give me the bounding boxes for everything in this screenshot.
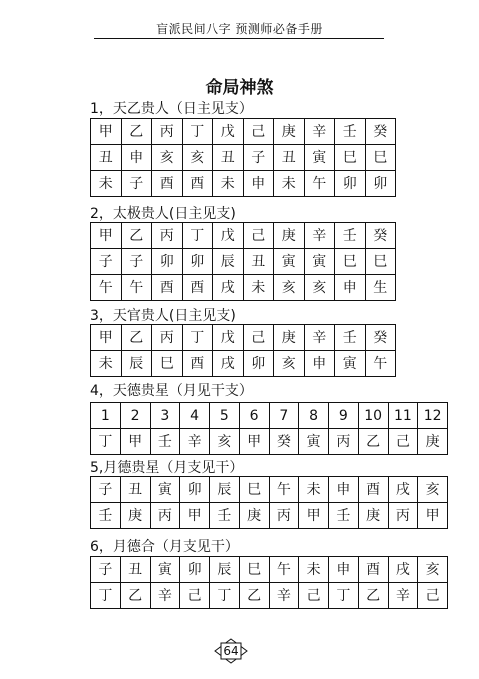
table-cell: 丑 (243, 249, 274, 275)
table-cell: 乙 (358, 583, 388, 609)
table-cell: 未 (91, 351, 122, 377)
table-cell: 卯 (152, 249, 183, 275)
section-table (90, 402, 448, 455)
table-cell: 丙 (152, 223, 183, 249)
table-row (91, 503, 448, 529)
table-cell: 寅 (299, 429, 329, 455)
table-cell: 亥 (304, 275, 335, 301)
table-cell: 未 (299, 477, 329, 503)
section-title: 3，天官贵人(日主见支) (90, 308, 236, 324)
table-cell: 巳 (152, 351, 183, 377)
table-cell: 丑 (274, 145, 305, 171)
table-cell: 酉 (358, 477, 388, 503)
table-cell: 午 (269, 477, 299, 503)
table-cell: 丁 (91, 583, 121, 609)
table-cell: 己 (243, 119, 274, 145)
section-title: 4，天德贵星（月见干支） (90, 383, 253, 399)
page-number: 64 (223, 644, 239, 658)
table-cell: 甲 (299, 503, 329, 529)
page-number-badge (214, 638, 248, 664)
table-cell: 巳 (365, 249, 396, 275)
table-cell: 甲 (91, 223, 122, 249)
table-cell: 丙 (152, 119, 183, 145)
table-cell: 辰 (121, 351, 152, 377)
table-cell: 子 (121, 171, 152, 197)
table-row (91, 557, 448, 583)
table-cell: 未 (213, 171, 244, 197)
table-cell: 丙 (329, 429, 359, 455)
table-cell: 甲 (180, 503, 210, 529)
table-cell: 辛 (304, 119, 335, 145)
table-cell: 戌 (388, 477, 418, 503)
table-cell: 己 (243, 325, 274, 351)
table-cell: 丑 (213, 145, 244, 171)
table-cell: 申 (243, 171, 274, 197)
table-cell: 未 (299, 557, 329, 583)
table-cell: 亥 (418, 477, 448, 503)
section-title: 5,月德贵星（月支见干） (90, 460, 244, 476)
table-cell: 卯 (335, 171, 366, 197)
table-row (91, 275, 396, 301)
table-cell: 午 (304, 171, 335, 197)
header-rule (94, 38, 384, 39)
table-cell: 寅 (150, 557, 180, 583)
table-cell: 申 (329, 477, 359, 503)
table-cell: 亥 (274, 275, 305, 301)
table-cell: 辛 (304, 223, 335, 249)
table-cell: 丑 (120, 557, 150, 583)
section-table (90, 222, 396, 301)
table-cell: 2 (120, 403, 150, 429)
table-cell: 癸 (365, 325, 396, 351)
table-cell: 庚 (274, 325, 305, 351)
table-cell: 7 (269, 403, 299, 429)
table-cell: 酉 (182, 275, 213, 301)
table-cell: 巳 (365, 145, 396, 171)
table-row (91, 119, 396, 145)
table-cell: 亥 (418, 557, 448, 583)
section-table (90, 476, 448, 529)
table-cell: 卯 (180, 477, 210, 503)
table-cell: 10 (358, 403, 388, 429)
table-cell: 丁 (329, 583, 359, 609)
table-cell: 己 (243, 223, 274, 249)
table-cell: 12 (418, 403, 448, 429)
table-cell: 壬 (335, 325, 366, 351)
table-cell: 6 (239, 403, 269, 429)
table-cell: 辰 (210, 477, 240, 503)
table-cell: 午 (121, 275, 152, 301)
table-cell: 生 (365, 275, 396, 301)
table-cell: 丙 (388, 503, 418, 529)
section-table (90, 324, 396, 377)
table-cell: 乙 (358, 429, 388, 455)
table-row (91, 223, 396, 249)
table-cell: 11 (388, 403, 418, 429)
table-cell: 未 (91, 171, 122, 197)
table-cell: 戊 (213, 223, 244, 249)
table-cell: 子 (91, 477, 121, 503)
table-cell: 戊 (213, 325, 244, 351)
table-cell: 寅 (304, 249, 335, 275)
table-cell: 亥 (152, 145, 183, 171)
table-cell: 辰 (213, 249, 244, 275)
table-cell: 亥 (274, 351, 305, 377)
table-cell: 丁 (182, 119, 213, 145)
table-cell: 寅 (150, 477, 180, 503)
table-cell: 酉 (152, 171, 183, 197)
table-cell: 申 (121, 145, 152, 171)
table-cell: 乙 (121, 119, 152, 145)
table-cell: 辛 (180, 429, 210, 455)
table-cell: 9 (329, 403, 359, 429)
table-cell: 丙 (150, 503, 180, 529)
table-cell: 5 (210, 403, 240, 429)
table-cell: 8 (299, 403, 329, 429)
table-cell: 申 (335, 275, 366, 301)
table-cell: 己 (418, 583, 448, 609)
table-row (91, 249, 396, 275)
table-cell: 4 (180, 403, 210, 429)
table-cell: 未 (274, 171, 305, 197)
table-row (91, 583, 448, 609)
section-title: 1，天乙贵人（日主见支） (90, 101, 253, 117)
table-cell: 子 (121, 249, 152, 275)
table-cell: 戊 (213, 119, 244, 145)
table-cell: 壬 (150, 429, 180, 455)
table-row (91, 477, 448, 503)
table-cell: 卯 (180, 557, 210, 583)
table-cell: 丑 (91, 145, 122, 171)
table-cell: 乙 (121, 325, 152, 351)
table-cell: 壬 (335, 119, 366, 145)
table-cell: 亥 (182, 145, 213, 171)
table-cell: 巳 (335, 145, 366, 171)
table-row (91, 171, 396, 197)
table-cell: 丁 (91, 429, 121, 455)
table-cell: 丙 (269, 503, 299, 529)
table-cell: 丁 (210, 583, 240, 609)
table-cell: 癸 (365, 119, 396, 145)
section-table (90, 556, 448, 609)
page-title: 命局神煞 (205, 78, 274, 98)
table-cell: 寅 (335, 351, 366, 377)
table-row (91, 403, 448, 429)
table-cell: 卯 (243, 351, 274, 377)
table-cell: 己 (180, 583, 210, 609)
table-cell: 卯 (365, 171, 396, 197)
table-cell: 甲 (91, 325, 122, 351)
table-cell: 寅 (304, 145, 335, 171)
table-cell: 庚 (358, 503, 388, 529)
table-cell: 己 (299, 583, 329, 609)
table-cell: 巳 (239, 477, 269, 503)
table-cell: 庚 (239, 503, 269, 529)
table-cell: 丁 (182, 223, 213, 249)
section-title: 2，太极贵人(日主见支) (90, 206, 236, 222)
table-cell: 寅 (274, 249, 305, 275)
table-cell: 戌 (213, 275, 244, 301)
table-cell: 壬 (335, 223, 366, 249)
table-cell: 辛 (388, 583, 418, 609)
table-cell: 卯 (182, 249, 213, 275)
table-row (91, 351, 396, 377)
table-cell: 乙 (239, 583, 269, 609)
table-cell: 子 (243, 145, 274, 171)
table-cell: 甲 (418, 503, 448, 529)
section-title: 6，月德合（月支见干） (90, 539, 239, 555)
running-header: 盲派民间八字 预测师必备手册 (156, 22, 323, 36)
table-cell: 壬 (91, 503, 121, 529)
table-cell: 丙 (152, 325, 183, 351)
table-cell: 甲 (91, 119, 122, 145)
table-cell: 辛 (269, 583, 299, 609)
table-cell: 辰 (210, 557, 240, 583)
table-cell: 甲 (120, 429, 150, 455)
table-cell: 庚 (418, 429, 448, 455)
table-cell: 戌 (213, 351, 244, 377)
table-cell: 乙 (121, 223, 152, 249)
table-cell: 酉 (358, 557, 388, 583)
table-cell: 癸 (269, 429, 299, 455)
table-row (91, 325, 396, 351)
table-cell: 午 (91, 275, 122, 301)
table-cell: 壬 (210, 503, 240, 529)
table-cell: 癸 (365, 223, 396, 249)
table-cell: 1 (91, 403, 121, 429)
table-cell: 申 (304, 351, 335, 377)
table-cell: 戌 (388, 557, 418, 583)
table-cell: 未 (243, 275, 274, 301)
table-cell: 庚 (120, 503, 150, 529)
table-cell: 酉 (152, 275, 183, 301)
table-cell: 甲 (239, 429, 269, 455)
table-row (91, 429, 448, 455)
table-cell: 辛 (150, 583, 180, 609)
table-cell: 午 (269, 557, 299, 583)
table-cell: 3 (150, 403, 180, 429)
table-cell: 午 (365, 351, 396, 377)
table-cell: 辛 (304, 325, 335, 351)
table-cell: 子 (91, 557, 121, 583)
table-cell: 酉 (182, 171, 213, 197)
section-table (90, 118, 396, 197)
table-cell: 巳 (239, 557, 269, 583)
table-cell: 子 (91, 249, 122, 275)
table-cell: 庚 (274, 223, 305, 249)
table-row (91, 145, 396, 171)
table-cell: 丁 (182, 325, 213, 351)
table-cell: 庚 (274, 119, 305, 145)
table-cell: 亥 (210, 429, 240, 455)
table-cell: 申 (329, 557, 359, 583)
table-cell: 己 (388, 429, 418, 455)
table-cell: 丑 (120, 477, 150, 503)
table-cell: 乙 (120, 583, 150, 609)
table-cell: 巳 (335, 249, 366, 275)
table-cell: 酉 (182, 351, 213, 377)
table-cell: 壬 (329, 503, 359, 529)
